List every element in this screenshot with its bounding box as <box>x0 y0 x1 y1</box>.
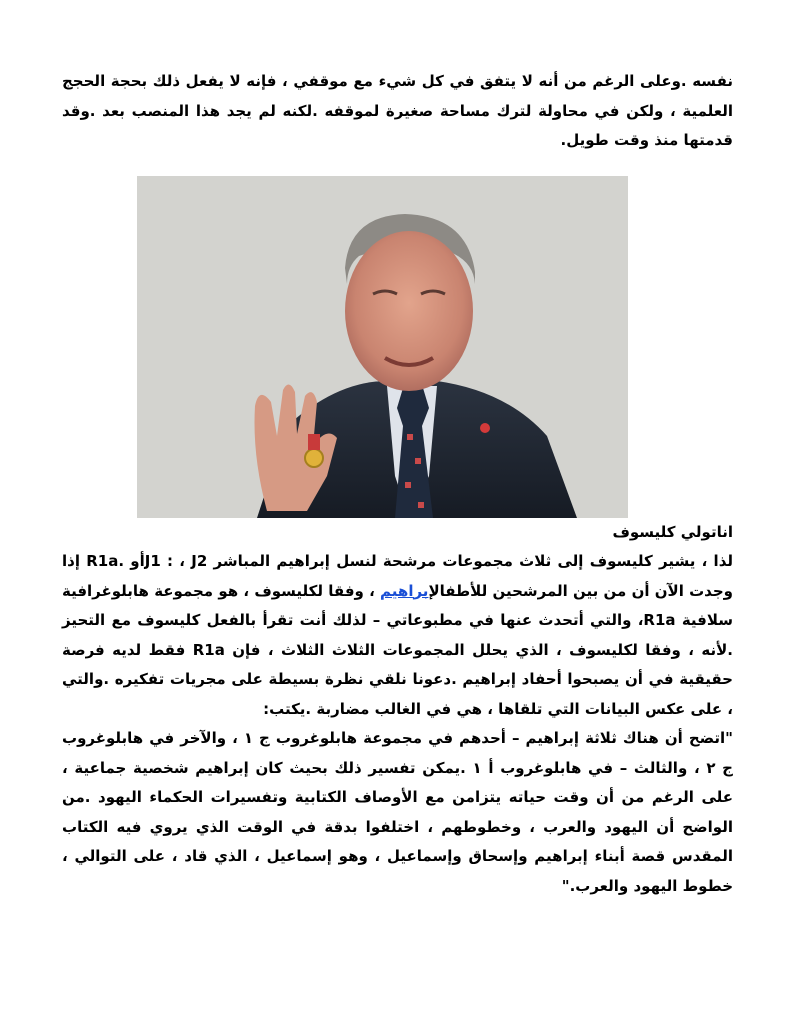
body-line-1: لذا ، يشير كليسوف إلى ثلاث مجموعات مرشحة لنسل إبراهيم المباشر J1 : ، J2أو .R1a إذا <box>62 552 733 570</box>
portrait-illustration <box>137 176 628 518</box>
intro-line-3: طويل. <box>560 131 609 149</box>
klyosov-quote: "اتضح أن هناك ثلاثة إبراهيم – أحدهم في مجموعة هابلوغروب ج ١ ، والآخر في هابلوغروب ج ٢ ، والثالث – في هابلوغروب أ ١ .يمكن تفسير ذلك بحيث كان إبراهيم شخصية جماعية ، على الرغم من أن وقت حياته يتزامن مع الأوصاف الكتابية وتفسيرات الحكماء اليهود .من الواضح أن اليهود والعرب ، وخطوطهم ، اختلفوا بدقة في الوقت الذي يروي فيه الكتاب المقدس قصة أبناء إبراهيم وإسحاق وإسماعيل ، وهو إسماعيل ، الذي قاد ، على التوالي ، خطوط اليهود والعرب." <box>62 729 733 895</box>
body-paragraph: R1a، والتي أتحدث عنها في مطبوعاتي – لذلك أنت تقرأ بالفعل كليسوف مع التحيز .لأنه ، وفقا لكليسوف ، الذي يحلل المجموعات الثلاث الثلاث ، فإن R1a فقط لديه فرصة حقيقية في أن يصبحوا أحفاد إبراهيم .دعونا نلقي نظرة بسيطة على مجريات تفكيره .والتي ، على عكس البيانات التي تلقاها ، هي في الغالب مضاربة .يكتب: <box>62 611 733 718</box>
intro-line-1: نفسه .وعلى الرغم من أنه لا يتفق في كل شيء مع موقفي ، فإنه لا يفعل ذلك بحجة الحجج العلمية <box>62 72 733 120</box>
medal <box>305 449 323 467</box>
document-page <box>62 0 733 1024</box>
body-line-2-end: ، وفقا لكليسوف ، هو مجموعة هابلوغرافية سلافية <box>62 581 733 629</box>
body-line-2-start: وجدت الآن أن من بين المرشحين للأطفال <box>428 581 733 600</box>
intro-line-2: ، ولكن في محاولة لترك مساحة صغيرة لموقفه .لكنه لم يجد هذا المنصب بعد .وقد قدمتها منذ وقت <box>62 101 733 149</box>
portrait-photo <box>137 176 628 518</box>
abraham-link[interactable]: إبراهيم <box>380 581 429 600</box>
intro-paragraph <box>62 67 733 156</box>
photo-caption: اناتولي كليسوف <box>612 523 733 541</box>
body-text <box>62 547 733 901</box>
medal-ribbon <box>308 434 320 450</box>
lapel-pin <box>480 423 490 433</box>
